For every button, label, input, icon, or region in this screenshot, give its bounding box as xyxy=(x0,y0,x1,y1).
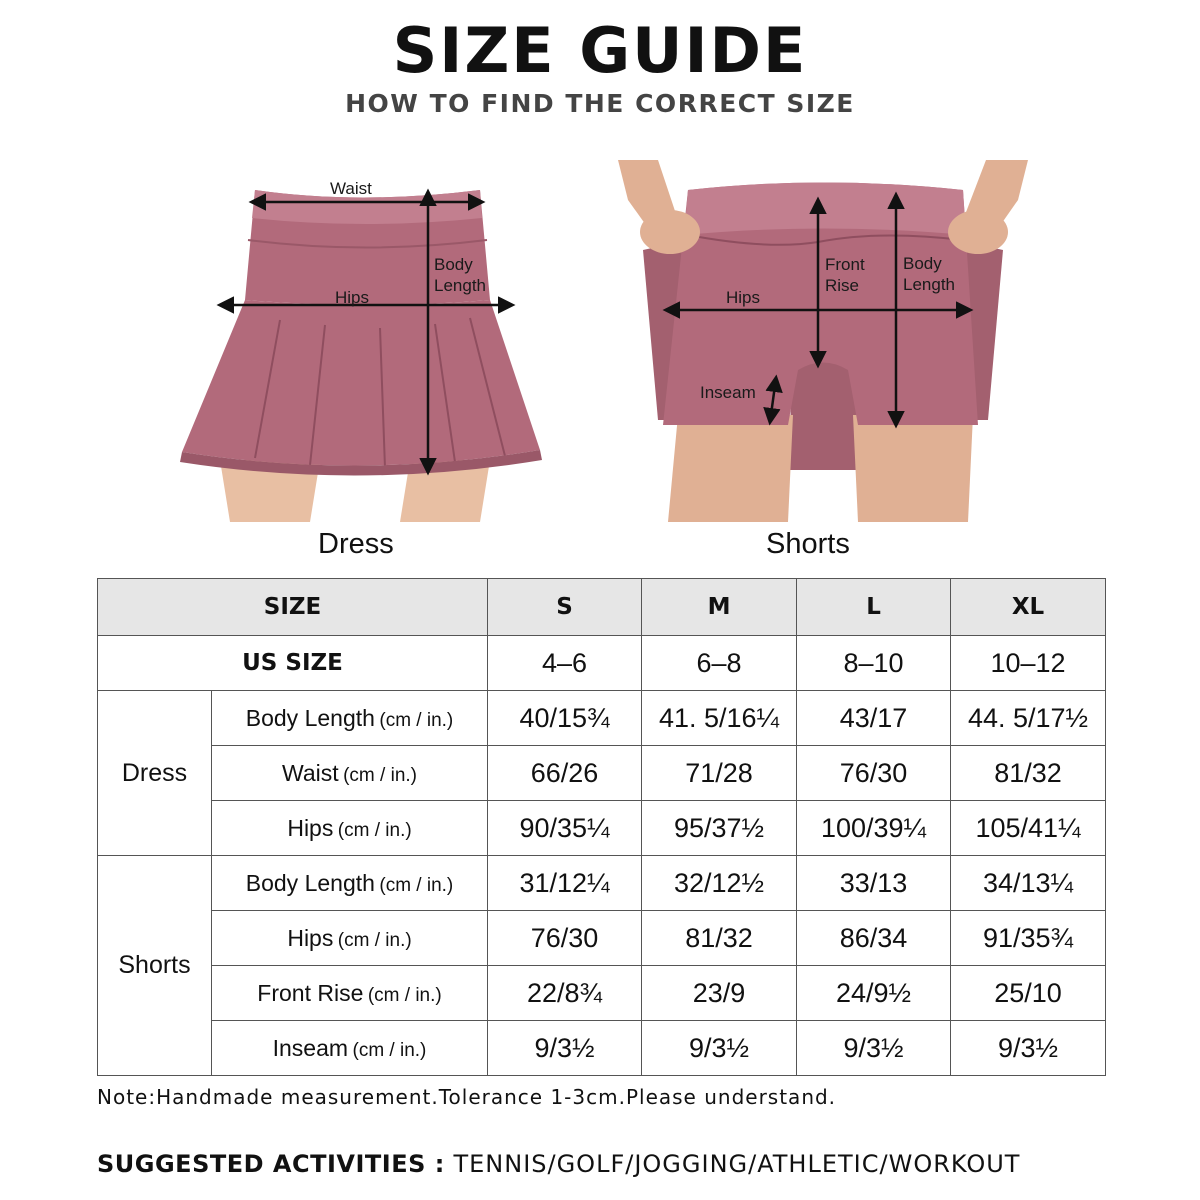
measurement-name-cell xyxy=(212,1021,488,1076)
header-size: SIZE xyxy=(98,579,488,636)
value-xl: 91/35¾ xyxy=(951,911,1106,966)
table-row xyxy=(98,691,1106,746)
suggested-activities xyxy=(97,1150,1020,1178)
value-m: 95/37½ xyxy=(642,801,797,856)
measurement-name: Front Rise xyxy=(257,979,364,1006)
value-m: 23/9 xyxy=(642,966,797,1021)
us-size-row xyxy=(98,636,1106,691)
shorts-front-rise-label-1: Front xyxy=(825,255,865,274)
value-l: 100/39¼ xyxy=(797,801,951,856)
value-xl: 105/41¼ xyxy=(951,801,1106,856)
measurement-unit: (cm / in.) xyxy=(379,874,454,896)
us-size-label: US SIZE xyxy=(98,636,488,691)
us-size-m: 6–8 xyxy=(642,636,797,691)
value-s: 40/15¾ xyxy=(488,691,642,746)
header-m: M xyxy=(642,579,797,636)
table-row xyxy=(98,911,1106,966)
table-row xyxy=(98,1021,1106,1076)
value-l: 9/3½ xyxy=(797,1021,951,1076)
table-row xyxy=(98,801,1106,856)
value-m: 81/32 xyxy=(642,911,797,966)
measurement-name-cell xyxy=(212,856,488,911)
dress-caption: Dress xyxy=(318,528,394,560)
value-s: 76/30 xyxy=(488,911,642,966)
shorts-right-leg xyxy=(853,415,973,522)
header-xl: XL xyxy=(951,579,1106,636)
us-size-l: 8–10 xyxy=(797,636,951,691)
value-xl: 34/13¼ xyxy=(951,856,1106,911)
dress-group-label: Dress xyxy=(98,691,212,856)
dress-body-length-label-2: Length xyxy=(434,276,486,295)
header-l: L xyxy=(797,579,951,636)
shorts-measurement-image xyxy=(618,160,1028,522)
table-header-row xyxy=(98,579,1106,636)
measurement-name: Hips xyxy=(287,814,334,841)
table-row xyxy=(98,856,1106,911)
value-xl: 9/3½ xyxy=(951,1021,1106,1076)
measurement-unit: (cm / in.) xyxy=(367,984,442,1006)
measurement-unit: (cm / in.) xyxy=(352,1039,427,1061)
dress-body-length-label-1: Body xyxy=(434,255,473,274)
dress-waist-label: Waist xyxy=(330,179,372,198)
size-table xyxy=(97,578,1106,1076)
value-m: 71/28 xyxy=(642,746,797,801)
measurement-name: Inseam xyxy=(272,1034,349,1061)
shorts-left-leg xyxy=(668,415,793,522)
value-m: 41. 5/16¼ xyxy=(642,691,797,746)
table-row xyxy=(98,746,1106,801)
dress-measurement-image xyxy=(160,160,570,522)
value-l: 76/30 xyxy=(797,746,951,801)
us-size-s: 4–6 xyxy=(488,636,642,691)
value-xl: 81/32 xyxy=(951,746,1106,801)
shorts-hips-label: Hips xyxy=(726,288,761,307)
activities-label: SUGGESTED ACTIVITIES : xyxy=(97,1150,445,1178)
shorts-inseam-label: Inseam xyxy=(700,383,756,402)
measurement-name-cell xyxy=(212,801,488,856)
measurement-unit: (cm / in.) xyxy=(337,929,412,951)
page-title: SIZE GUIDE xyxy=(392,14,808,87)
value-s: 31/12¼ xyxy=(488,856,642,911)
measurement-unit: (cm / in.) xyxy=(379,709,454,731)
tolerance-note: Note:Handmade measurement.Tolerance 1-3cm.Please understand. xyxy=(97,1085,837,1109)
measurement-name-cell xyxy=(212,691,488,746)
shorts-caption: Shorts xyxy=(766,528,850,560)
value-s: 66/26 xyxy=(488,746,642,801)
measurement-name-cell xyxy=(212,746,488,801)
shorts-waistband xyxy=(684,183,966,236)
value-xl: 44. 5/17½ xyxy=(951,691,1106,746)
measurement-name: Body Length xyxy=(245,704,375,731)
value-l: 43/17 xyxy=(797,691,951,746)
measurement-unit: (cm / in.) xyxy=(343,764,417,786)
value-l: 24/9½ xyxy=(797,966,951,1021)
value-s: 22/8¾ xyxy=(488,966,642,1021)
value-l: 86/34 xyxy=(797,911,951,966)
value-m: 32/12½ xyxy=(642,856,797,911)
measurement-name-cell xyxy=(212,911,488,966)
value-xl: 25/10 xyxy=(951,966,1106,1021)
shorts-front-rise-label-2: Rise xyxy=(825,276,860,295)
page-subtitle: HOW TO FIND THE CORRECT SIZE xyxy=(345,89,855,118)
value-s: 9/3½ xyxy=(488,1021,642,1076)
table-row xyxy=(98,966,1106,1021)
measurement-name: Body Length xyxy=(245,869,375,896)
value-l: 33/13 xyxy=(797,856,951,911)
shorts-body-length-label-1: Body xyxy=(903,254,942,273)
dress-hips-label: Hips xyxy=(335,288,370,307)
measurement-name: Waist xyxy=(282,759,339,786)
shorts-body-length-label-2: Length xyxy=(903,275,955,294)
measurement-unit: (cm / in.) xyxy=(337,819,412,841)
shorts-group-label: Shorts xyxy=(98,856,212,1076)
value-s: 90/35¼ xyxy=(488,801,642,856)
header-s: S xyxy=(488,579,642,636)
measurement-name: Hips xyxy=(287,924,334,951)
us-size-xl: 10–12 xyxy=(951,636,1106,691)
measurement-name-cell xyxy=(212,966,488,1021)
activities-value: TENNIS/GOLF/JOGGING/ATHLETIC/WORKOUT xyxy=(444,1150,1021,1178)
value-m: 9/3½ xyxy=(642,1021,797,1076)
